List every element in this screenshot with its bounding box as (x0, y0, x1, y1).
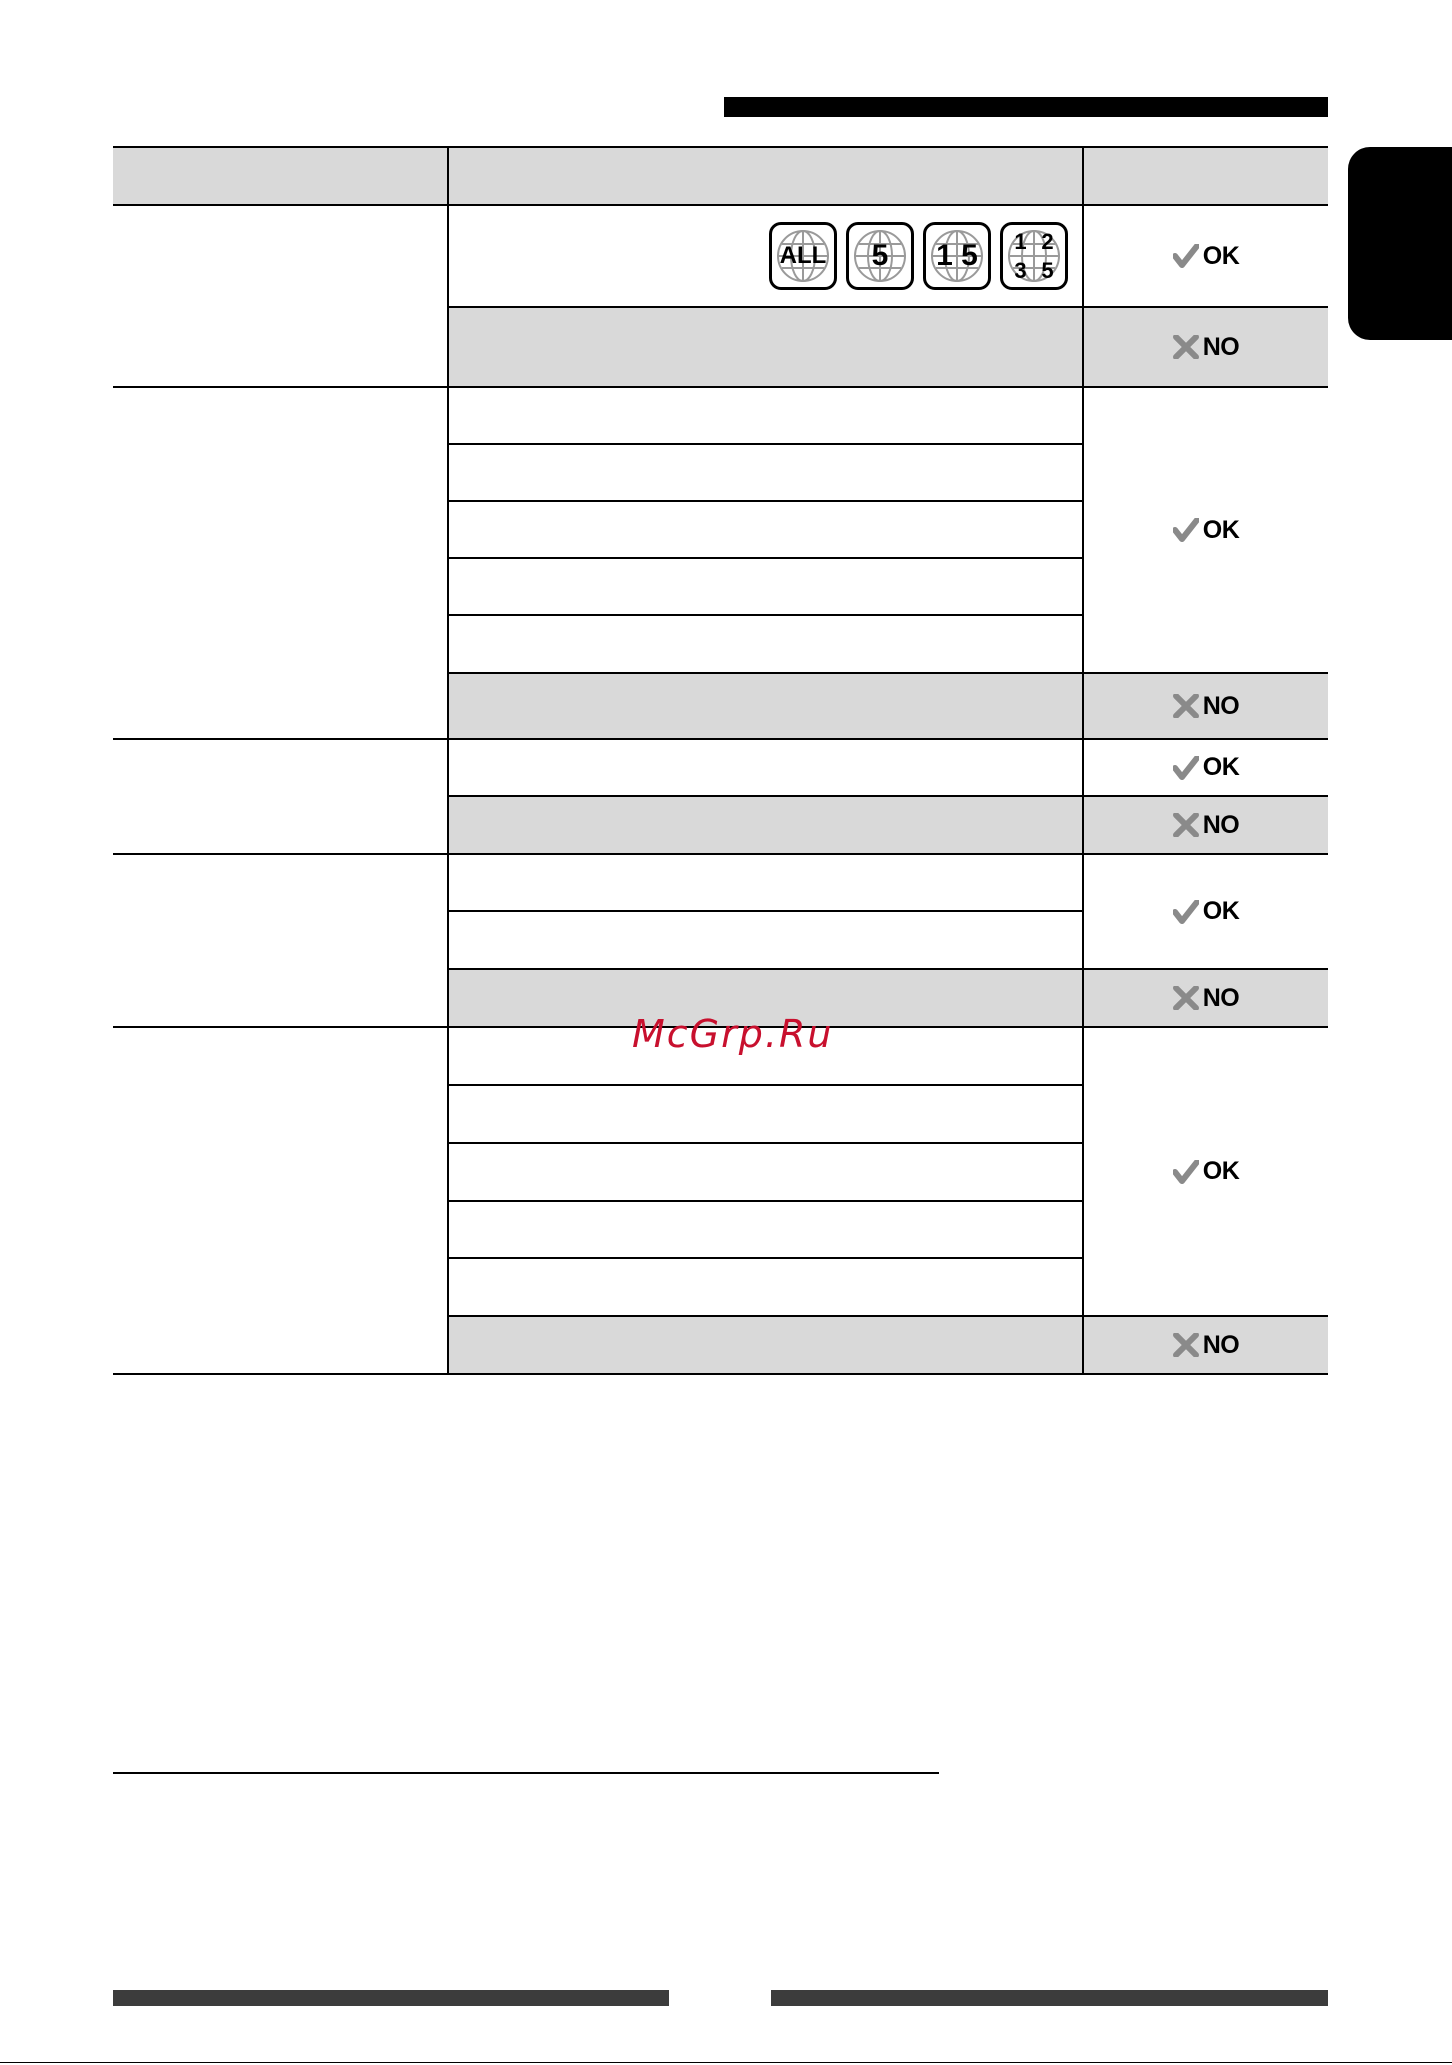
format-cell (448, 796, 1083, 854)
region-code-icons (449, 222, 1082, 290)
check-icon (1173, 244, 1199, 268)
format-cell (448, 673, 1083, 739)
region-multi-icon (1000, 222, 1068, 290)
region-1-5-icon (923, 222, 991, 290)
format-cell (448, 205, 1083, 307)
format-cell (448, 444, 1083, 501)
format-cell (448, 558, 1083, 615)
check-icon (1173, 756, 1199, 780)
format-cell (448, 501, 1083, 558)
region-5-icon (846, 222, 914, 290)
watermark-text: McGrp.Ru (632, 1012, 834, 1056)
footer-bar-right (771, 1990, 1328, 2006)
check-icon (1173, 518, 1199, 542)
status-cell (1083, 796, 1328, 854)
status-no (1084, 692, 1328, 721)
format-cell (448, 1258, 1083, 1316)
region-icon-label: ALL (779, 242, 827, 269)
header-cell (1083, 147, 1328, 205)
status-label: NO (1202, 810, 1240, 839)
status-no (1084, 811, 1328, 840)
status-no (1084, 984, 1328, 1013)
region-icon-label: 1 (1014, 228, 1027, 254)
table-row (113, 205, 1328, 307)
status-ok (1084, 897, 1328, 926)
status-cell (1083, 205, 1328, 307)
status-ok (1084, 753, 1328, 782)
format-cell (448, 854, 1083, 911)
footnote-divider (113, 1772, 939, 1774)
page-edge-line (0, 2062, 1452, 2063)
status-label: OK (1202, 897, 1240, 925)
cross-icon (1173, 1333, 1199, 1357)
status-cell (1083, 1316, 1328, 1374)
status-no (1084, 333, 1328, 362)
region-icon-label: 5 (871, 239, 889, 272)
format-cell (448, 1316, 1083, 1374)
status-cell (1083, 387, 1328, 673)
status-cell (1083, 1027, 1328, 1316)
cross-icon (1173, 986, 1199, 1010)
region-icon-label: 2 (1041, 228, 1054, 254)
status-cell (1083, 673, 1328, 739)
format-cell (448, 387, 1083, 444)
cross-icon (1173, 335, 1199, 359)
status-label: NO (1202, 691, 1240, 720)
status-label: OK (1202, 515, 1240, 544)
format-cell (448, 307, 1083, 387)
table-row (113, 387, 1328, 444)
table-row (113, 854, 1328, 911)
status-cell (1083, 854, 1328, 969)
status-label: OK (1202, 1157, 1240, 1185)
status-ok (1084, 242, 1328, 271)
format-cell (448, 911, 1083, 969)
region-multi-labels (1003, 225, 1065, 287)
group-label-cell (113, 1027, 448, 1374)
header-cell (113, 147, 448, 205)
region-all-icon (769, 222, 837, 290)
language-side-tab (1348, 147, 1452, 340)
cross-icon (1173, 813, 1199, 837)
section-header-bar (724, 97, 1328, 117)
region-icon-label: 3 (1014, 257, 1027, 283)
format-cell (448, 1201, 1083, 1258)
check-icon (1173, 1160, 1199, 1184)
region-icon-label: 5 (1041, 257, 1054, 283)
status-cell (1083, 739, 1328, 796)
status-cell (1083, 969, 1328, 1027)
cross-icon (1173, 694, 1199, 718)
format-cell (448, 1085, 1083, 1143)
disc-compatibility-table (113, 146, 1328, 1375)
format-cell (448, 1143, 1083, 1201)
check-icon (1173, 900, 1199, 924)
status-label: OK (1202, 241, 1240, 270)
header-cell (448, 147, 1083, 205)
table-header-row (113, 147, 1328, 205)
group-label-cell (113, 739, 448, 854)
status-label: NO (1202, 332, 1240, 361)
status-label: OK (1202, 753, 1240, 781)
status-ok (1084, 516, 1328, 545)
status-label: NO (1202, 1330, 1240, 1359)
group-label-cell (113, 854, 448, 1027)
group-label-cell (113, 387, 448, 739)
group-label-cell (113, 205, 448, 387)
status-no (1084, 1331, 1328, 1360)
region-icon-label: 1 5 (936, 239, 978, 272)
status-ok (1084, 1157, 1328, 1186)
status-cell (1083, 307, 1328, 387)
status-label: NO (1202, 983, 1240, 1012)
format-cell (448, 615, 1083, 673)
footer-bar-left (113, 1990, 669, 2006)
format-cell (448, 739, 1083, 796)
table-row (113, 739, 1328, 796)
